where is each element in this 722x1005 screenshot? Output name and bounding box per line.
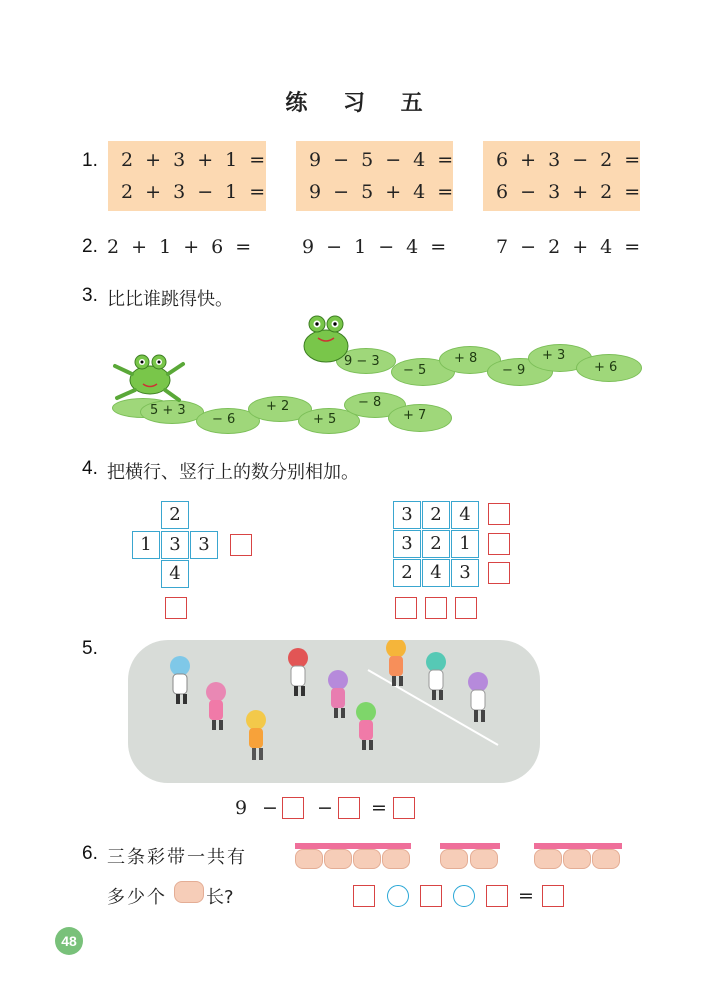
fist-icon bbox=[382, 849, 410, 869]
cross-cell-left: 1 bbox=[132, 531, 160, 559]
grid-col-1-answer-box[interactable] bbox=[395, 597, 417, 619]
ribbon-3 bbox=[534, 843, 622, 869]
cross-cell-bottom: 4 bbox=[161, 560, 189, 588]
q6-answer-box-2[interactable] bbox=[420, 885, 442, 907]
lower-pad-3: + 2 bbox=[266, 399, 290, 414]
q6-answer-box-1[interactable] bbox=[353, 885, 375, 907]
fist-icon bbox=[592, 849, 620, 869]
cross-cell-right: 3 bbox=[190, 531, 218, 559]
grid-cell: 2 bbox=[422, 530, 450, 558]
grid-col-3-answer-box[interactable] bbox=[455, 597, 477, 619]
q1-box-2 bbox=[296, 141, 457, 211]
upper-pad-6: + 6 bbox=[594, 360, 618, 375]
page-number: 48 bbox=[55, 927, 83, 955]
cross-cell-center: 3 bbox=[161, 531, 189, 559]
fist-icon bbox=[440, 849, 468, 869]
lower-pad-6: + 7 bbox=[403, 408, 427, 423]
q2-item-3: 7 − 2 + 4 = bbox=[496, 236, 644, 258]
q1-box-3 bbox=[483, 141, 644, 211]
cross-row-answer-box[interactable] bbox=[230, 534, 252, 556]
page-title: 练 习 五 bbox=[285, 91, 437, 116]
upper-pad-2: − 5 bbox=[403, 363, 427, 378]
lower-pad-5: − 8 bbox=[358, 395, 382, 410]
lower-pad-4: + 5 bbox=[313, 412, 337, 427]
grid-cell: 4 bbox=[422, 559, 450, 587]
grid-cell: 4 bbox=[451, 501, 479, 529]
q3-instruction: 比比谁跳得快。 bbox=[107, 289, 233, 310]
q3-number: 3. bbox=[82, 285, 98, 306]
q6-number: 6. bbox=[82, 843, 98, 864]
upper-pad-4: − 9 bbox=[502, 363, 526, 378]
grid-cell: 1 bbox=[451, 530, 479, 558]
q1-box-1-line-1: 2 + 3 + 1 = bbox=[121, 149, 269, 171]
q5-number: 5. bbox=[82, 638, 98, 659]
cross-cell-top: 2 bbox=[161, 501, 189, 529]
q1-box-3-line-1: 6 + 3 − 2 = bbox=[496, 149, 644, 171]
q1-box-2-line-2: 9 − 5 + 4 = bbox=[309, 181, 457, 203]
grid-row-2-answer-box[interactable] bbox=[488, 533, 510, 555]
q4-number: 4. bbox=[82, 458, 98, 479]
q6-operator-circle-2[interactable] bbox=[453, 885, 475, 907]
q1-box-2-line-1: 9 − 5 − 4 = bbox=[309, 149, 457, 171]
fist-icon bbox=[534, 849, 562, 869]
q6-answer-box-3[interactable] bbox=[486, 885, 508, 907]
skaters-icon bbox=[128, 640, 540, 783]
q1-box-3-line-2: 6 − 3 + 2 = bbox=[496, 181, 644, 203]
q5-answer-box-1[interactable] bbox=[282, 797, 304, 819]
lower-pad-1: 5 + 3 bbox=[150, 403, 186, 418]
fist-icon bbox=[324, 849, 352, 869]
ribbon-2 bbox=[440, 843, 500, 869]
upper-pad-1: 9 − 3 bbox=[344, 354, 380, 369]
fist-unit-icon bbox=[174, 881, 204, 903]
q5-answer-box-2[interactable] bbox=[338, 797, 360, 819]
grid-cell: 3 bbox=[451, 559, 479, 587]
ribbon-1 bbox=[295, 843, 411, 869]
fist-icon bbox=[470, 849, 498, 869]
upper-pad-3: + 8 bbox=[454, 351, 478, 366]
q2-number: 2. bbox=[82, 236, 98, 257]
grid-row-1-answer-box[interactable] bbox=[488, 503, 510, 525]
upper-pad-5: + 3 bbox=[542, 348, 566, 363]
grid-col-2-answer-box[interactable] bbox=[425, 597, 447, 619]
q6-text-line-1: 三条彩带一共有 bbox=[107, 847, 247, 868]
q6-text-line-2a: 多少个 bbox=[107, 887, 167, 908]
q2-item-2: 9 − 1 − 4 = bbox=[302, 236, 450, 258]
q5-answer-box-3[interactable] bbox=[393, 797, 415, 819]
q4-instruction: 把横行、竖行上的数分别相加。 bbox=[107, 462, 359, 483]
q1-box-1 bbox=[108, 141, 269, 211]
grid-cell: 3 bbox=[393, 501, 421, 529]
q2-item-1: 2 + 1 + 6 = bbox=[107, 236, 255, 258]
skating-rink-illustration bbox=[128, 640, 540, 783]
q6-equals: = bbox=[518, 885, 537, 907]
q6-text-line-2b: 长? bbox=[206, 887, 234, 908]
q1-box-1-line-2: 2 + 3 − 1 = bbox=[121, 181, 269, 203]
frog-race-illustration bbox=[100, 306, 645, 434]
cross-col-answer-box[interactable] bbox=[165, 597, 187, 619]
fist-icon bbox=[563, 849, 591, 869]
fist-icon bbox=[353, 849, 381, 869]
grid-cell: 3 bbox=[393, 530, 421, 558]
q5-minus-2: − bbox=[317, 797, 336, 819]
q5-start-number: 9 bbox=[235, 797, 251, 819]
sitting-frog-icon bbox=[296, 308, 354, 366]
fist-icon bbox=[295, 849, 323, 869]
q1-number: 1. bbox=[82, 150, 98, 171]
grid-cell: 2 bbox=[422, 501, 450, 529]
lower-pad-2: − 6 bbox=[212, 412, 236, 427]
jumping-frog-icon bbox=[105, 344, 191, 404]
grid-cell: 2 bbox=[393, 559, 421, 587]
grid-row-3-answer-box[interactable] bbox=[488, 562, 510, 584]
q5-equals: = bbox=[371, 797, 390, 819]
q6-answer-box-4[interactable] bbox=[542, 885, 564, 907]
q6-operator-circle-1[interactable] bbox=[387, 885, 409, 907]
q5-minus-1: − bbox=[262, 797, 281, 819]
